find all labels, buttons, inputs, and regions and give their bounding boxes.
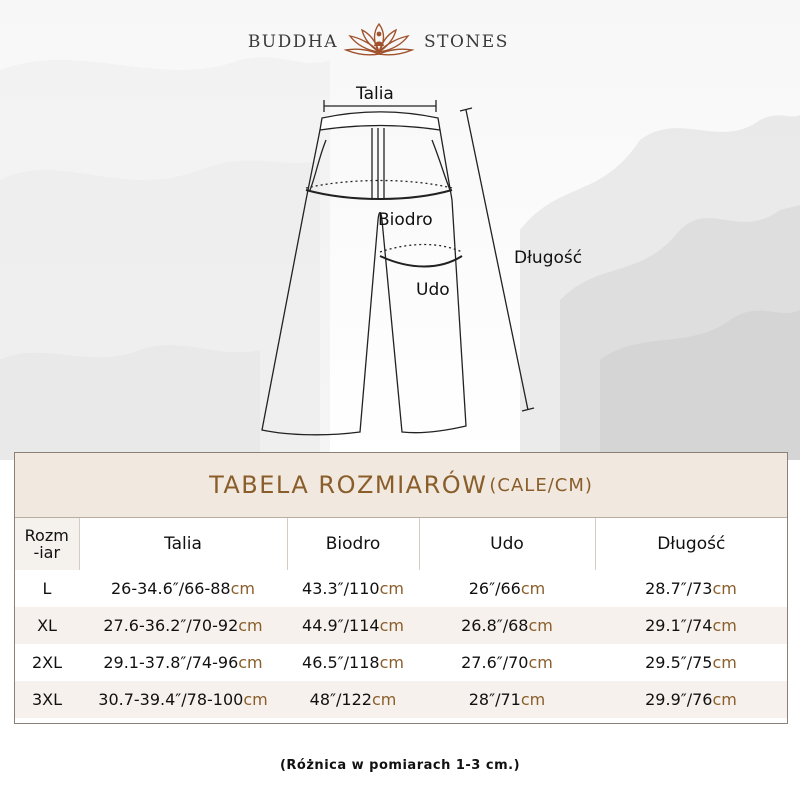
cell-value: 29.9″/76 bbox=[645, 690, 713, 709]
lotus-meditation-icon bbox=[342, 18, 416, 60]
left-leg bbox=[262, 130, 378, 435]
table-title-text: TABELA ROZMIARÓW bbox=[209, 471, 488, 499]
cell-size: XL bbox=[15, 607, 79, 644]
cell-value: 27.6″/70 bbox=[461, 653, 529, 672]
cell-waist bbox=[79, 607, 287, 644]
cell-unit: cm bbox=[371, 690, 397, 709]
cell-value: 29.1″/74 bbox=[645, 616, 713, 635]
cell-value: 48″/122 bbox=[309, 690, 372, 709]
table-row bbox=[15, 570, 787, 607]
hip-label: Biodro bbox=[378, 210, 433, 230]
cell-unit: cm bbox=[238, 653, 263, 672]
waist-label: Talia bbox=[356, 84, 394, 104]
cell-value: 43.3″/110 bbox=[302, 579, 380, 598]
cell-thigh bbox=[419, 644, 595, 681]
cell-hip bbox=[287, 607, 419, 644]
cell-length bbox=[595, 607, 787, 644]
waistband bbox=[320, 112, 440, 130]
pants-outline bbox=[0, 70, 800, 450]
cell-unit: cm bbox=[712, 653, 737, 672]
size-chart-table bbox=[14, 452, 788, 724]
cell-length bbox=[595, 681, 787, 718]
cell-value: 29.5″/75 bbox=[645, 653, 713, 672]
cell-hip bbox=[287, 570, 419, 607]
cell-value: 44.9″/114 bbox=[302, 616, 380, 635]
cell-length bbox=[595, 570, 787, 607]
cell-unit: cm bbox=[379, 653, 404, 672]
brand-header bbox=[0, 18, 800, 68]
cell-unit: cm bbox=[712, 579, 737, 598]
table-title-unit: (CALE/CM) bbox=[489, 474, 593, 496]
cell-unit: cm bbox=[520, 579, 546, 598]
measurement-note: (Różnica w pomiarach 1-3 cm.) bbox=[279, 758, 521, 773]
cell-unit: cm bbox=[520, 690, 546, 709]
length-label: Długość bbox=[514, 248, 583, 268]
cell-waist bbox=[79, 681, 287, 718]
header-hip: Biodro bbox=[287, 518, 419, 570]
cell-value: 28″/71 bbox=[468, 690, 521, 709]
cell-waist bbox=[79, 644, 287, 681]
table-title bbox=[15, 453, 787, 518]
cell-value: 26-34.6″/66-88 bbox=[110, 579, 231, 598]
cell-value: 28.7″/73 bbox=[645, 579, 713, 598]
header-size-line2: -iar bbox=[33, 543, 61, 562]
cell-unit: cm bbox=[379, 579, 404, 598]
hip-measure-front bbox=[306, 190, 452, 199]
header-thigh: Udo bbox=[419, 518, 595, 570]
cell-value: 26.8″/68 bbox=[461, 616, 529, 635]
cell-value: 46.5″/118 bbox=[302, 653, 380, 672]
thigh-measure-back bbox=[380, 245, 462, 253]
brand-name-left: BUDDHA bbox=[247, 32, 338, 52]
thigh-label: Udo bbox=[416, 280, 450, 300]
cell-value: 26″/66 bbox=[468, 579, 521, 598]
cell-value: 27.6-36.2″/70-92 bbox=[103, 616, 239, 635]
cell-size: L bbox=[42, 579, 52, 598]
cell-unit: cm bbox=[238, 616, 263, 635]
header-size-line1: Rozm bbox=[24, 526, 69, 545]
brand-name-right: STONES bbox=[424, 32, 509, 52]
cell-thigh bbox=[419, 681, 595, 718]
table-row bbox=[15, 644, 787, 681]
cell-hip bbox=[287, 644, 419, 681]
table-body bbox=[15, 570, 787, 718]
cell-thigh bbox=[419, 607, 595, 644]
table-row bbox=[15, 607, 787, 644]
cell-unit: cm bbox=[243, 690, 268, 709]
cell-waist bbox=[79, 570, 287, 607]
cell-unit: cm bbox=[712, 690, 737, 709]
header-waist: Talia bbox=[79, 518, 287, 570]
cell-unit: cm bbox=[379, 616, 404, 635]
cell-size: 2XL bbox=[31, 653, 63, 672]
cell-unit: cm bbox=[712, 616, 737, 635]
cell-length bbox=[595, 644, 787, 681]
cell-hip bbox=[287, 681, 419, 718]
thigh-measure-front bbox=[380, 256, 462, 267]
header-length: Długość bbox=[657, 534, 726, 554]
table-row bbox=[15, 681, 787, 718]
pants-measurement-diagram bbox=[0, 70, 800, 450]
cell-unit: cm bbox=[230, 579, 255, 598]
header-size bbox=[15, 518, 79, 570]
table-header-row bbox=[15, 518, 787, 570]
hip-measure-back bbox=[306, 181, 452, 189]
cell-value: 30.7-39.4″/78-100 bbox=[98, 690, 244, 709]
cell-size: 3XL bbox=[15, 681, 79, 718]
pocket-right bbox=[432, 140, 450, 190]
cell-thigh bbox=[419, 570, 595, 607]
cell-value: 29.1-37.8″/74-96 bbox=[103, 653, 239, 672]
cell-unit: cm bbox=[528, 653, 553, 672]
size-table bbox=[15, 518, 787, 718]
cell-unit: cm bbox=[528, 616, 553, 635]
